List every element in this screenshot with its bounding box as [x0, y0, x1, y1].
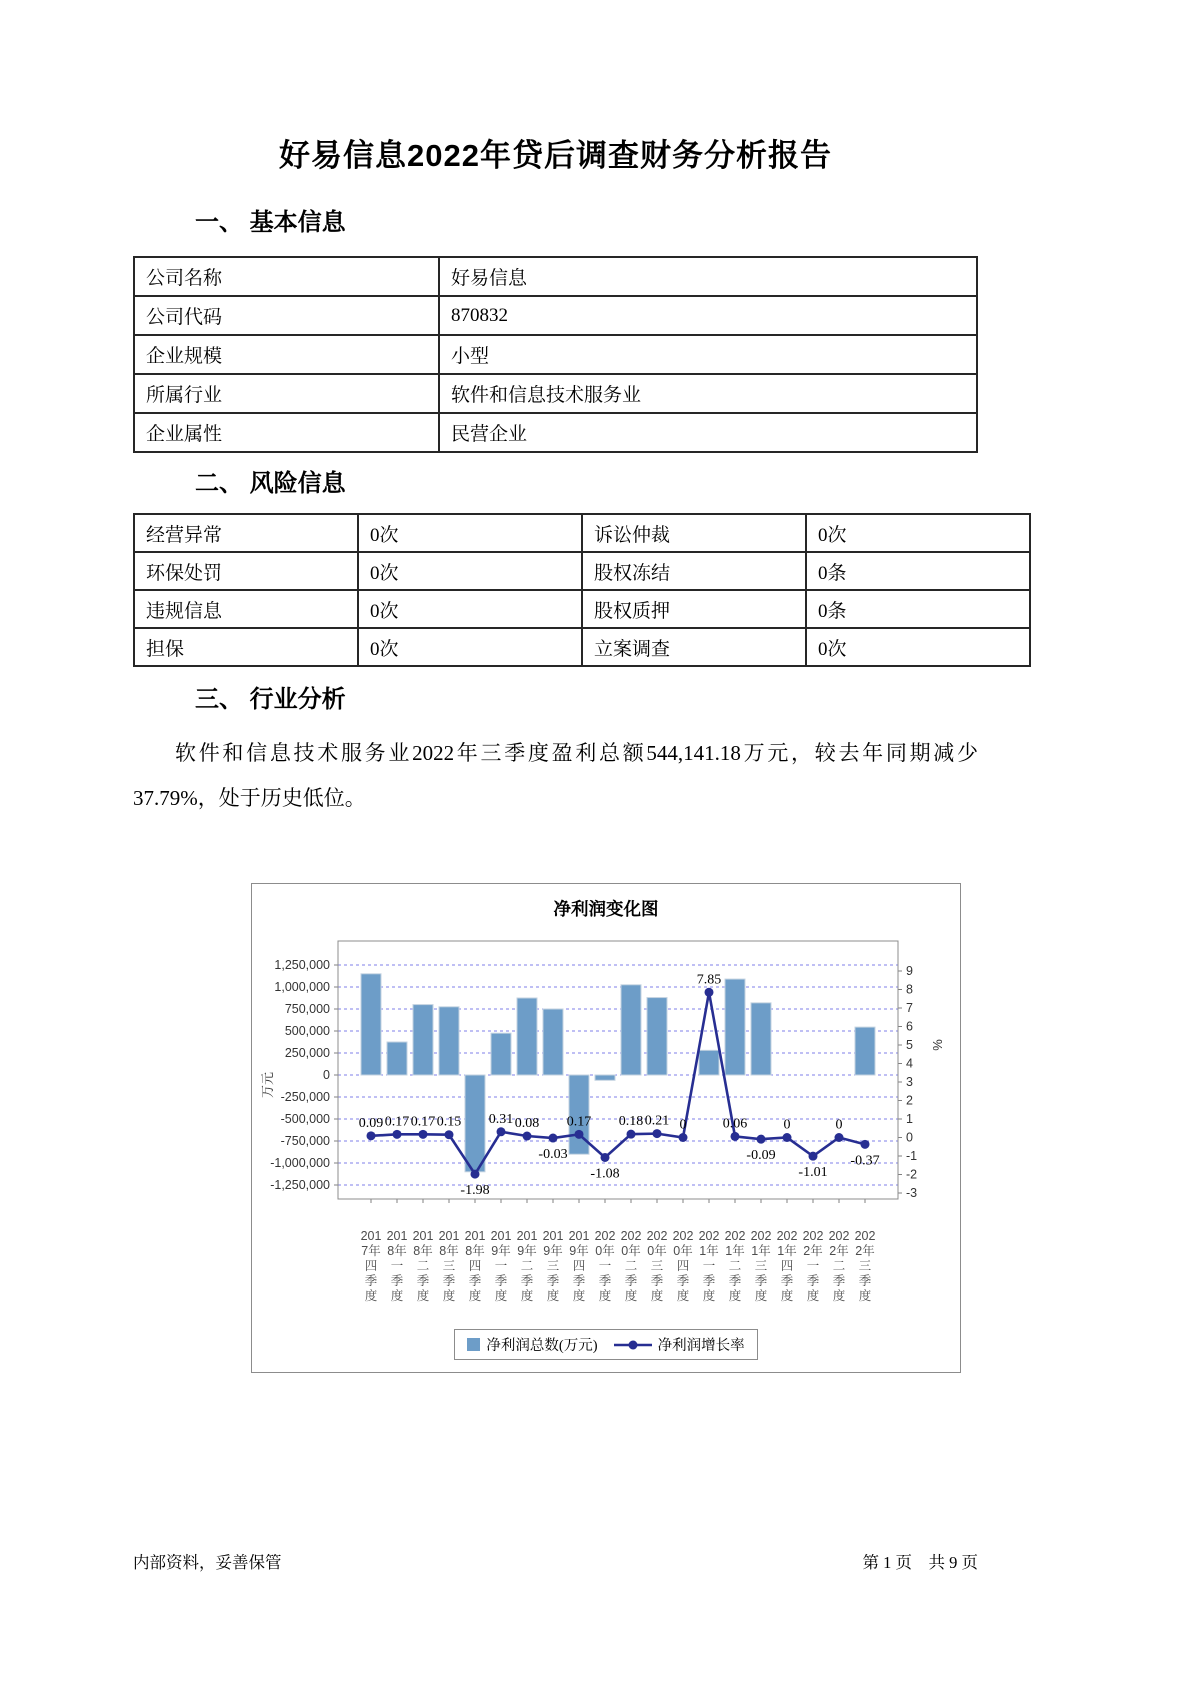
right-axis-tick-label: -2 [906, 1167, 918, 1182]
x-axis-category-label: 202 1年 三 季 度 [750, 1229, 772, 1303]
line-marker [419, 1130, 428, 1139]
cell-label: 诉讼仲裁 [582, 514, 806, 552]
cell-value: 好易信息 [439, 257, 977, 296]
table-row [134, 514, 1030, 552]
footer-confidential-note: 内部资料，妥善保管 [133, 1553, 282, 1572]
legend-line-label: 净利润增长率 [657, 1338, 745, 1354]
line-value-label: 0.18 [618, 1114, 644, 1130]
right-axis-unit-label: % [930, 1039, 945, 1051]
right-axis-tick-label: -1 [906, 1149, 918, 1163]
table-row [134, 552, 1030, 590]
right-axis-tick-label: 5 [906, 1038, 913, 1052]
line-value-label: 0.17 [566, 1114, 592, 1130]
line-marker [679, 1133, 688, 1142]
table-row [134, 296, 977, 335]
left-axis-tick-label: 250,000 [284, 1046, 330, 1060]
bar [491, 1033, 511, 1075]
bar [465, 1075, 485, 1172]
line-value-label: 0 [835, 1117, 843, 1133]
bar [855, 1027, 875, 1075]
bar-legend-swatch-icon [467, 1338, 480, 1351]
cell-label: 环保处罚 [134, 552, 358, 590]
right-axis-tick-label: 1 [906, 1112, 913, 1126]
right-axis-tick-label: 3 [906, 1075, 913, 1089]
section-heading-basic-info: 一、 基本信息 [195, 209, 346, 236]
left-axis-tick-label: 750,000 [284, 1002, 330, 1016]
cell-value: 0次 [358, 514, 582, 552]
bar [517, 998, 537, 1075]
table-row [134, 374, 977, 413]
line-marker [705, 988, 714, 997]
x-axis-category-label: 201 9年 四 季 度 [568, 1229, 590, 1303]
bar [543, 1009, 563, 1075]
bar [621, 985, 641, 1075]
line-value-label: 0.06 [722, 1116, 748, 1132]
x-axis-category-label: 202 1年 二 季 度 [724, 1229, 746, 1303]
page-footer [133, 1549, 978, 1573]
x-axis-category-label: 201 8年 一 季 度 [386, 1229, 408, 1303]
left-axis-tick-label: -500,000 [280, 1112, 330, 1126]
cell-label: 立案调查 [582, 628, 806, 666]
left-axis-unit-label: 万元 [260, 1071, 275, 1099]
cell-value: 民营企业 [439, 413, 977, 452]
line-marker [471, 1170, 480, 1179]
chart-plot-area [252, 927, 958, 1227]
left-axis-tick-label: 1,000,000 [274, 980, 330, 994]
line-value-label: -0.09 [746, 1148, 776, 1164]
cell-value: 软件和信息技术服务业 [439, 374, 977, 413]
x-axis-category-label: 202 0年 二 季 度 [620, 1229, 642, 1303]
cell-label: 公司代码 [134, 296, 439, 335]
x-axis-category-label: 202 1年 一 季 度 [698, 1229, 720, 1303]
line-legend-marker-icon [614, 1339, 652, 1351]
x-axis-category-label: 202 2年 二 季 度 [828, 1229, 850, 1303]
left-axis-tick-label: -750,000 [280, 1134, 330, 1148]
line-value-label: 7.85 [696, 972, 722, 988]
x-axis-category-label: 201 7年 四 季 度 [360, 1229, 382, 1303]
right-axis-tick-label: 2 [906, 1093, 913, 1108]
cell-label: 所属行业 [134, 374, 439, 413]
line-value-label: 0 [783, 1117, 791, 1133]
line-marker [393, 1130, 402, 1139]
page-title: 好易信息2022年贷后调查财务分析报告 [279, 138, 832, 173]
line-marker [497, 1127, 506, 1136]
line-marker [523, 1132, 532, 1141]
x-axis-category-label: 201 9年 一 季 度 [490, 1229, 512, 1303]
line-value-label: 0.17 [410, 1114, 436, 1130]
x-axis-category-label: 202 0年 一 季 度 [594, 1229, 616, 1303]
chart-title: 净利润变化图 [553, 899, 659, 919]
left-axis-tick-label: -1,000,000 [270, 1156, 330, 1170]
right-axis-tick-label: 7 [906, 1001, 913, 1015]
section-heading-risk-info: 二、 风险信息 [195, 470, 346, 497]
bar [361, 974, 381, 1075]
line-marker [575, 1130, 584, 1139]
x-axis-category-label: 202 1年 四 季 度 [776, 1229, 798, 1303]
report-content [0, 134, 1191, 1373]
basic-info-table [133, 256, 978, 453]
x-axis-category-label: 202 0年 三 季 度 [646, 1229, 668, 1303]
left-axis-tick-label: 1,250,000 [274, 958, 330, 972]
cell-value: 0次 [358, 552, 582, 590]
legend-item-bar [467, 1334, 597, 1355]
cell-label: 经营异常 [134, 514, 358, 552]
bar [439, 1007, 459, 1075]
left-axis-tick-label: 500,000 [284, 1024, 330, 1038]
left-axis-tick-label: 0 [323, 1068, 330, 1082]
bar [647, 998, 667, 1075]
line-marker [627, 1130, 636, 1139]
line-marker [653, 1129, 662, 1138]
bar [413, 1005, 433, 1075]
cell-label: 企业属性 [134, 413, 439, 452]
x-axis-labels [252, 1227, 958, 1319]
bar [387, 1042, 407, 1075]
cell-label: 股权质押 [582, 590, 806, 628]
x-axis-category-label: 202 0年 四 季 度 [672, 1229, 694, 1303]
risk-info-table [133, 513, 1031, 667]
line-value-label: 0.15 [436, 1114, 462, 1130]
line-marker [601, 1153, 610, 1162]
line-value-label: -1.98 [460, 1183, 490, 1199]
x-axis-category-label: 202 2年 一 季 度 [802, 1229, 824, 1303]
line-value-label: 0.21 [644, 1113, 670, 1129]
cell-value: 870832 [439, 296, 977, 335]
left-axis-tick-label: -250,000 [280, 1090, 330, 1104]
cell-value: 0次 [806, 514, 1030, 552]
line-marker [809, 1152, 818, 1161]
table-row [134, 335, 977, 374]
x-axis-category-label: 201 9年 二 季 度 [516, 1229, 538, 1303]
cell-label: 股权冻结 [582, 552, 806, 590]
x-axis-category-label: 201 9年 三 季 度 [542, 1229, 564, 1303]
right-axis-tick-label: 6 [906, 1019, 913, 1034]
legend-bar-label: 净利润总数(万元) [486, 1338, 598, 1354]
cell-value: 0次 [806, 628, 1030, 666]
bar [699, 1050, 719, 1075]
line-value-label: 0.08 [514, 1116, 540, 1132]
line-marker [757, 1135, 766, 1144]
bar [725, 979, 745, 1075]
x-axis-category-label: 201 8年 三 季 度 [438, 1229, 460, 1303]
line-marker [731, 1132, 740, 1141]
bar [595, 1075, 615, 1080]
cell-label: 违规信息 [134, 590, 358, 628]
cell-label: 企业规模 [134, 335, 439, 374]
line-value-label: -1.08 [590, 1166, 620, 1182]
line-marker [861, 1140, 870, 1149]
left-axis-tick-label: -1,250,000 [270, 1178, 330, 1192]
line-value-label: -1.01 [798, 1165, 828, 1181]
cell-label: 担保 [134, 628, 358, 666]
table-row [134, 590, 1030, 628]
net-profit-chart [251, 883, 961, 1373]
x-axis-category-label: 201 8年 四 季 度 [464, 1229, 486, 1303]
line-value-label: 0.31 [488, 1111, 514, 1127]
legend-item-line [614, 1334, 745, 1355]
cell-value: 0条 [806, 552, 1030, 590]
cell-label: 公司名称 [134, 257, 439, 296]
table-row [134, 257, 977, 296]
chart-legend [454, 1329, 757, 1360]
line-value-label: -0.03 [538, 1147, 568, 1163]
right-axis-tick-label: 9 [906, 964, 913, 978]
cell-value: 0次 [358, 590, 582, 628]
x-axis-category-label: 201 8年 二 季 度 [412, 1229, 434, 1303]
industry-analysis-paragraph: 软件和信息技术服务业2022年三季度盈利总额544,141.18万元，较去年同期减少37.79%，处于历史低位。 [133, 741, 978, 810]
cell-value: 小型 [439, 335, 977, 374]
line-marker [783, 1133, 792, 1142]
line-value-label: 0 [679, 1117, 687, 1133]
table-row [134, 413, 977, 452]
line-marker [367, 1131, 376, 1140]
footer-page-number: 第 1 页 共 9 页 [862, 1553, 978, 1572]
table-row [134, 628, 1030, 666]
section-heading-industry-analysis: 三、 行业分析 [195, 686, 346, 713]
cell-value: 0条 [806, 590, 1030, 628]
line-value-label: -0.37 [850, 1153, 880, 1169]
cell-value: 0次 [358, 628, 582, 666]
line-value-label: 0.09 [358, 1115, 384, 1131]
right-axis-tick-label: 0 [906, 1130, 913, 1145]
x-axis-category-label: 202 2年 三 季 度 [854, 1229, 876, 1303]
right-axis-tick-label: 4 [906, 1056, 913, 1071]
line-value-label: 0.17 [384, 1114, 410, 1130]
right-axis-tick-label: 8 [906, 982, 913, 997]
right-axis-tick-label: -3 [906, 1186, 918, 1200]
line-marker [835, 1133, 844, 1142]
line-marker [445, 1130, 454, 1139]
line-marker [549, 1134, 558, 1143]
bar [751, 1003, 771, 1075]
